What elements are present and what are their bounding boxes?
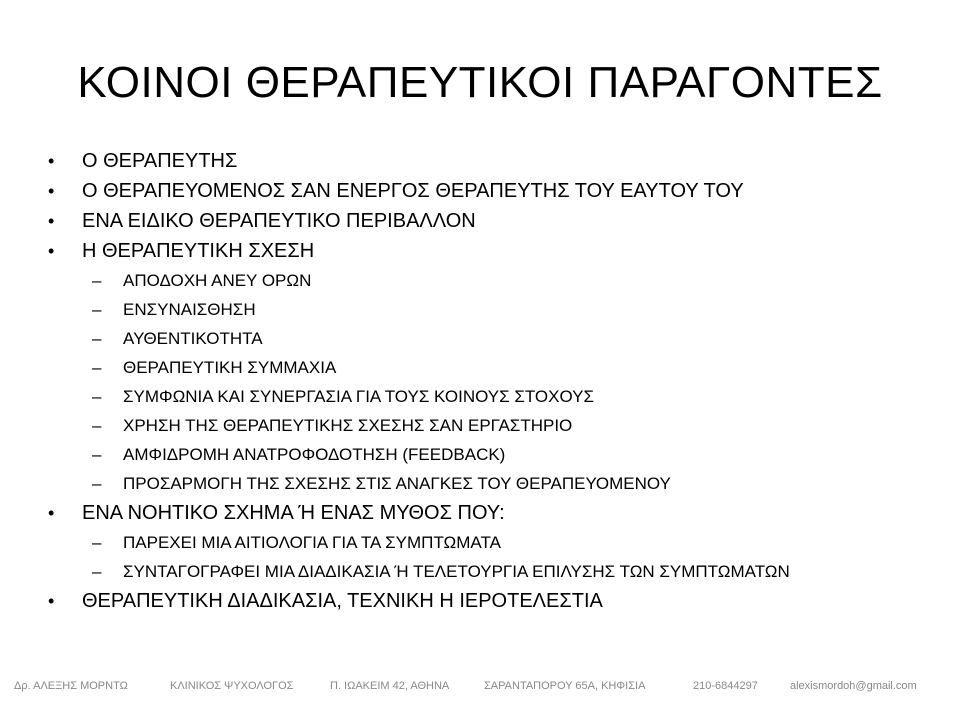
footer-profession: ΚΛΙΝΙΚΟΣ ΨΥΧΟΛΟΓΟΣ (170, 680, 294, 692)
bullet-text: ΕΝΑ ΝΟΗΤΙΚΟ ΣΧΗΜΑ Ή ΕΝΑΣ ΜΥΘΟΣ ΠΟΥ: (82, 502, 505, 524)
bullet-marker: • (48, 591, 55, 611)
bullet-list (48, 146, 948, 616)
sub-bullet-text: ΑΜΦΙΔΡΟΜΗ ΑΝΑΤΡΟΦΟΔΟΤΗΣΗ (FEEDBACK) (123, 445, 506, 464)
footer-phone: 210-6844297 (693, 680, 758, 692)
sub-bullet-item (48, 324, 948, 353)
dash-marker: – (92, 329, 102, 348)
footer-address-kifisia: ΣΑΡΑΝΤΑΠΟΡΟΥ 65Α, ΚΗΦΙΣΙΑ (484, 680, 646, 692)
sub-bullet-text: ΠΑΡΕΧΕΙ ΜΙΑ ΑΙΤΙΟΛΟΓΙΑ ΓΙΑ ΤΑ ΣΥΜΠΤΩΜΑΤΑ (123, 533, 501, 552)
dash-marker: – (92, 300, 102, 319)
dash-marker: – (92, 562, 102, 581)
bullet-marker: • (48, 181, 55, 201)
sub-bullet-text: ΣΥΜΦΩΝΙΑ ΚΑΙ ΣΥΝΕΡΓΑΣΙΑ ΓΙΑ ΤΟΥΣ ΚΟΙΝΟΥΣ ΣΤΟΧΟΥΣ (123, 387, 595, 406)
bullet-item (48, 176, 948, 206)
footer-name: Δρ. ΑΛΕΞΗΣ ΜΟΡΝΤΩ (14, 680, 128, 692)
bullet-marker: • (48, 211, 55, 231)
sub-bullet-text: ΘΕΡΑΠΕΥΤΙΚΗ ΣΥΜΜΑΧΙΑ (123, 358, 337, 377)
sub-bullet-item (48, 411, 948, 440)
sub-bullet-text: ΣΥΝΤΑΓΟΓΡΑΦΕΙ ΜΙΑ ΔΙΑΔΙΚΑΣΙΑ Ή ΤΕΛΕΤΟΥΡΓΙΑ ΕΠΙΛΥΣΗΣ ΤΩΝ ΣΥΜΠΤΩΜΑΤΩΝ (123, 562, 790, 581)
dash-marker: – (92, 271, 102, 290)
dash-marker: – (92, 533, 102, 552)
sub-bullet-text: ΑΥΘΕΝΤΙΚΟΤΗΤΑ (123, 329, 263, 348)
sub-bullet-item (48, 295, 948, 324)
sub-bullet-text: ΠΡΟΣΑΡΜΟΓΗ ΤΗΣ ΣΧΕΣΗΣ ΣΤΙΣ ΑΝΑΓΚΕΣ ΤΟΥ ΘΕΡΑΠΕΥΟΜΕΝΟΥ (123, 474, 671, 493)
sub-bullet-item (48, 469, 948, 498)
dash-marker: – (92, 358, 102, 377)
dash-marker: – (92, 474, 102, 493)
bullet-item (48, 586, 948, 616)
sub-bullet-item (48, 440, 948, 469)
sub-bullet-text: ΕΝΣΥΝΑΙΣΘΗΣΗ (123, 300, 256, 319)
sub-bullet-text: ΧΡΗΣΗ ΤΗΣ ΘΕΡΑΠΕΥΤΙΚΗΣ ΣΧΕΣΗΣ ΣΑΝ ΕΡΓΑΣΤΗΡΙΟ (123, 416, 573, 435)
sub-bullet-text: ΑΠΟΔΟΧΗ ΑΝΕΥ ΟΡΩΝ (123, 271, 312, 290)
bullet-text: ΕΝΑ ΕΙΔΙΚΟ ΘΕΡΑΠΕΥΤΙΚΟ ΠΕΡΙΒΑΛΛΟΝ (82, 210, 476, 232)
bullet-text: Η ΘΕΡΑΠΕΥΤΙΚΗ ΣΧΕΣΗ (82, 240, 315, 262)
sub-bullet-item (48, 382, 948, 411)
footer-address-athens: Π. ΙΩΑΚΕΙΜ 42, ΑΘΗΝΑ (330, 680, 450, 692)
footer-email[interactable]: alexismordoh@gmail.com (790, 680, 917, 692)
sub-bullet-item (48, 528, 948, 557)
footer (0, 676, 960, 698)
dash-marker: – (92, 445, 102, 464)
bullet-marker: • (48, 503, 55, 523)
dash-marker: – (92, 387, 102, 406)
bullet-item (48, 146, 948, 176)
bullet-marker: • (48, 241, 55, 261)
bullet-marker: • (48, 151, 55, 171)
bullet-item (48, 206, 948, 236)
bullet-text: ΘΕΡΑΠΕΥΤΙΚΗ ΔΙΑΔΙΚΑΣΙΑ, ΤΕΧΝΙΚΗ Η ΙΕΡΟΤΕΛΕΣΤΙΑ (82, 590, 603, 612)
bullet-text: Ο ΘΕΡΑΠΕΥΤΗΣ (82, 150, 238, 172)
slide-title: ΚΟΙΝΟΙ ΘΕΡΑΠΕΥΤΙΚΟΙ ΠΑΡΑΓΟΝΤΕΣ (77, 58, 883, 107)
bullet-item (48, 236, 948, 266)
sub-bullet-item (48, 353, 948, 382)
sub-bullet-item (48, 266, 948, 295)
bullet-text: Ο ΘΕΡΑΠΕΥΟΜΕΝΟΣ ΣΑΝ ΕΝΕΡΓΟΣ ΘΕΡΑΠΕΥΤΗΣ ΤΟΥ ΕΑΥΤΟΥ ΤΟΥ (82, 180, 744, 202)
dash-marker: – (92, 416, 102, 435)
bullet-item (48, 498, 948, 528)
sub-bullet-item (48, 557, 948, 586)
